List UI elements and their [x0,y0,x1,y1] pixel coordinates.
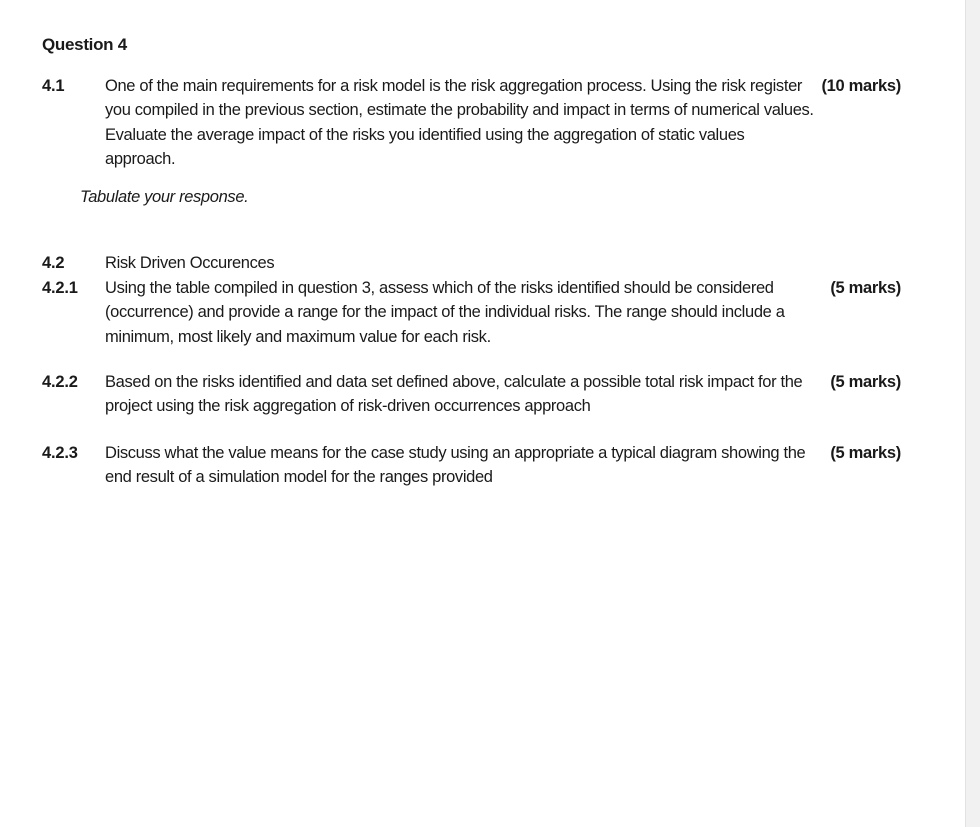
scrollbar-track[interactable] [965,0,980,827]
item-number-4-1: 4.1 [42,77,65,95]
item-text-4-1: One of the main requirements for a risk model is the risk aggregation process. Using the risk register you compiled in the previous section, estimate the probability and impact in terms of numerical values. Evaluate the average impact of the risks you identified using the aggregation of static values approach. [105,77,814,168]
item-number-4-2-1: 4.2.1 [42,279,78,297]
item-text-4-2-2: Based on the risks identified and data set defined above, calculate a possible total risk impact for the project using the risk aggregation of risk-driven occurrences approach [105,373,803,416]
item-text-4-2-3: Discuss what the value means for the case study using an appropriate a typical diagram showing the end result of a simulation model for the ranges provided [105,444,806,487]
item-number-4-2-2: 4.2.2 [42,373,78,391]
item-marks-4-2-2: (5 marks) [830,373,901,391]
item-number-4-2-3: 4.2.3 [42,444,78,462]
item-number-4-2: 4.2 [42,254,65,272]
item-marks-4-2-1: (5 marks) [830,279,901,297]
item-marks-4-2-3: (5 marks) [830,444,901,462]
item-marks-4-1: (10 marks) [821,77,901,95]
item-text-4-2-1: Using the table compiled in question 3, assess which of the risks identified should be considered (occurrence) and provide a range for the impact of the individual risks. The range should include a minimum, most likely and maximum value for each risk. [105,279,785,346]
item-heading-4-2: Risk Driven Occurences [105,254,275,272]
tabulate-note: Tabulate your response. [80,188,249,206]
question-title: Question 4 [42,35,127,54]
